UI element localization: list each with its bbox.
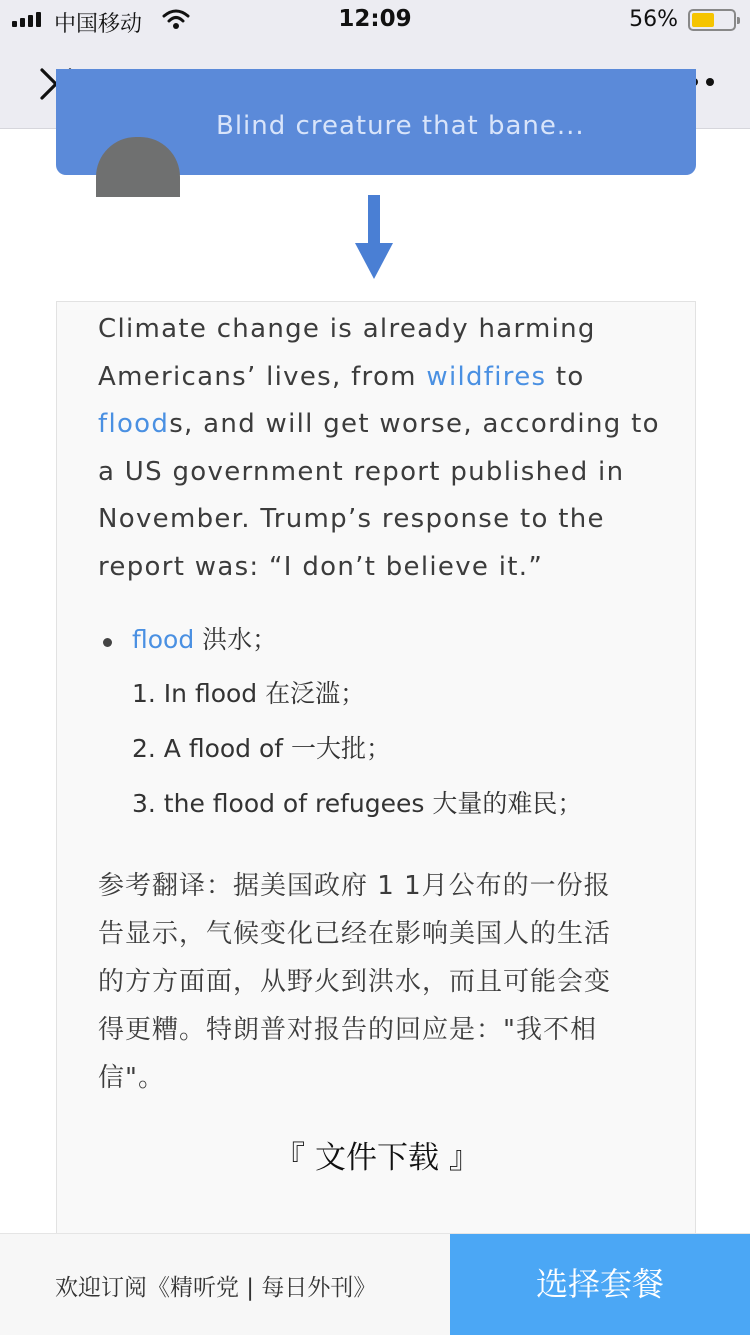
audio-card[interactable] xyxy=(56,69,696,175)
carrier-name: 中国移动 xyxy=(54,12,143,37)
arrow-down-icon xyxy=(355,195,395,281)
card-title: Blind creature that bane... xyxy=(216,111,585,141)
download-link[interactable]: 『 文件下载 』 xyxy=(274,1140,480,1176)
bullet-icon xyxy=(103,638,112,647)
article-box xyxy=(56,301,696,1261)
vocab-example: 3. the flood of refugees 大量的难民； xyxy=(132,789,583,818)
choose-plan-button[interactable]: 选择套餐 xyxy=(450,1234,750,1335)
clock: 12:09 xyxy=(338,6,412,32)
keyword-link[interactable]: flood xyxy=(98,409,170,439)
battery-icon xyxy=(688,9,736,31)
subscribe-text: 欢迎订阅《精听党 | 每日外刊》 xyxy=(55,1275,377,1301)
english-paragraph: Climate change is already harming Americans’ lives, from wildfires to floods, and will get worse, according to a US government report published in November. Trump’s response to the report was: “I don’t believe it.” xyxy=(98,314,660,582)
battery-percent: 56% xyxy=(629,7,678,32)
vocab-example: 1. In flood 在泛滥； xyxy=(132,679,366,708)
vocab-headword: flood 洪水； xyxy=(132,625,278,654)
avatar xyxy=(96,137,180,197)
status-bar xyxy=(0,0,750,40)
vocab-word[interactable]: flood xyxy=(132,625,195,654)
vocab-example: 2. A flood of 一大批； xyxy=(132,734,392,763)
translation-paragraph: 参考翻译：据美国政府 1 1月公布的一份报 告显示，气候变化已经在影响美国人的生活 的方方面面，从野火到洪水，而且可能会变 得更糟。特朗普对报告的回应是："我不相 信"。 xyxy=(98,871,612,1093)
bottom-bar xyxy=(0,1233,750,1335)
article-content[interactable] xyxy=(0,111,750,1233)
keyword-link[interactable]: wildfires xyxy=(426,361,547,392)
